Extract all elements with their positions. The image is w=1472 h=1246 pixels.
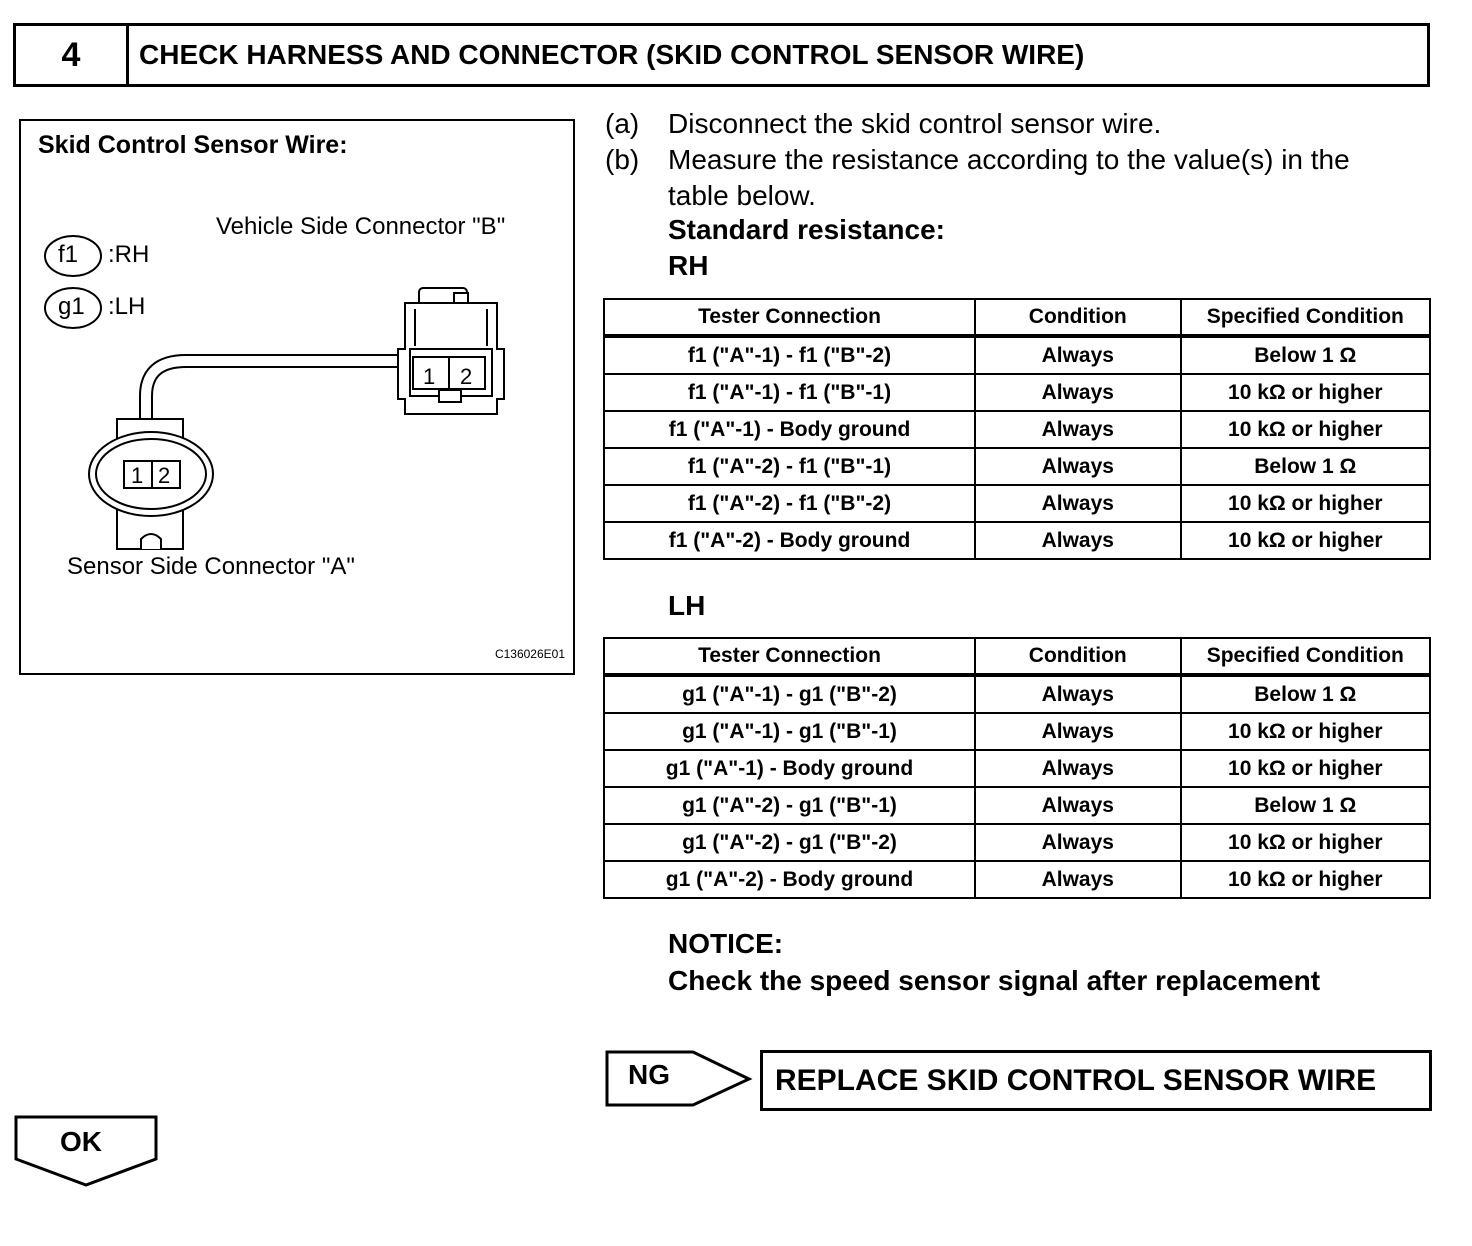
connector-b-pin-2: 2 <box>460 364 473 389</box>
step-b-text-line2: table below. <box>668 180 816 211</box>
step-b-marker: (b) <box>605 144 640 175</box>
condition-cell: Always <box>975 522 1181 559</box>
table-row <box>604 374 1430 411</box>
specified-condition-cell: 10 kΩ or higher <box>1181 713 1430 750</box>
header-tester-connection: Tester Connection <box>604 638 975 675</box>
lh-resistance-table <box>603 637 1431 899</box>
table-header-row <box>604 299 1430 336</box>
step-a-marker: (a) <box>605 108 640 139</box>
sensor-connector-a <box>89 419 213 549</box>
connector-drawing <box>21 121 577 677</box>
connector-a-pin-2: 2 <box>158 463 171 488</box>
specified-condition-cell: Below 1 Ω <box>1181 787 1430 824</box>
table-row <box>604 448 1430 485</box>
step-title: CHECK HARNESS AND CONNECTOR (SKID CONTROL SENSOR WIRE) <box>139 39 1085 70</box>
legend-g1-code: g1 <box>58 293 85 320</box>
legend-f1-side: :RH <box>108 241 150 268</box>
step-header <box>13 23 1430 87</box>
rh-title: RH <box>668 250 709 281</box>
rh-resistance-table <box>603 298 1431 560</box>
tester-connection-cell: g1 ("A"-1) - Body ground <box>604 750 975 787</box>
table-row <box>604 787 1430 824</box>
lh-title: LH <box>668 590 706 621</box>
notice-text: Check the speed sensor signal after replacement <box>668 965 1321 996</box>
header-condition: Condition <box>975 638 1181 675</box>
step-b-text-line1: Measure the resistance according to the value(s) in the <box>668 144 1350 175</box>
header-specified-condition: Specified Condition <box>1181 638 1430 675</box>
tester-connection-cell: g1 ("A"-1) - g1 ("B"-2) <box>604 675 975 713</box>
legend-f1-code: f1 <box>58 241 79 268</box>
sensor-cable <box>146 361 399 421</box>
table-row <box>604 713 1430 750</box>
connector-b-pin-1: 1 <box>423 364 436 389</box>
condition-cell: Always <box>975 713 1181 750</box>
condition-cell: Always <box>975 411 1181 448</box>
header-tester-connection: Tester Connection <box>604 299 975 336</box>
ng-action-box[interactable]: REPLACE SKID CONTROL SENSOR WIRE <box>760 1050 1432 1111</box>
condition-cell: Always <box>975 824 1181 861</box>
ok-label: OK <box>60 1126 102 1157</box>
header-specified-condition: Specified Condition <box>1181 299 1430 336</box>
specified-condition-cell: 10 kΩ or higher <box>1181 750 1430 787</box>
table-row <box>604 675 1430 713</box>
tester-connection-cell: g1 ("A"-2) - g1 ("B"-1) <box>604 787 975 824</box>
specified-condition-cell: 10 kΩ or higher <box>1181 411 1430 448</box>
table-row <box>604 485 1430 522</box>
condition-cell: Always <box>975 336 1181 374</box>
condition-cell: Always <box>975 861 1181 898</box>
sensor-connector-label: Sensor Side Connector "A" <box>67 553 355 580</box>
specified-condition-cell: Below 1 Ω <box>1181 448 1430 485</box>
specified-condition-cell: Below 1 Ω <box>1181 336 1430 374</box>
step-number: 4 <box>16 26 129 84</box>
standard-resistance-label: Standard resistance: <box>668 214 945 245</box>
table-header-row <box>604 638 1430 675</box>
image-code: C136026E01 <box>494 647 565 661</box>
tester-connection-cell: f1 ("A"-1) - Body ground <box>604 411 975 448</box>
ng-label: NG <box>628 1059 670 1090</box>
specified-condition-cell: 10 kΩ or higher <box>1181 374 1430 411</box>
condition-cell: Always <box>975 787 1181 824</box>
header-condition: Condition <box>975 299 1181 336</box>
condition-cell: Always <box>975 750 1181 787</box>
table-row <box>604 411 1430 448</box>
table-row <box>604 824 1430 861</box>
tester-connection-cell: g1 ("A"-2) - Body ground <box>604 861 975 898</box>
vehicle-connector-label: Vehicle Side Connector "B" <box>216 213 506 240</box>
condition-cell: Always <box>975 448 1181 485</box>
tester-connection-cell: g1 ("A"-2) - g1 ("B"-2) <box>604 824 975 861</box>
condition-cell: Always <box>975 374 1181 411</box>
connector-a-pin-1: 1 <box>131 463 144 488</box>
tester-connection-cell: f1 ("A"-1) - f1 ("B"-1) <box>604 374 975 411</box>
specified-condition-cell: 10 kΩ or higher <box>1181 522 1430 559</box>
table-row <box>604 861 1430 898</box>
specified-condition-cell: 10 kΩ or higher <box>1181 861 1430 898</box>
step-a-text: Disconnect the skid control sensor wire. <box>668 108 1162 139</box>
table-row <box>604 522 1430 559</box>
tester-connection-cell: f1 ("A"-1) - f1 ("B"-2) <box>604 336 975 374</box>
tester-connection-cell: f1 ("A"-2) - f1 ("B"-1) <box>604 448 975 485</box>
table-row <box>604 750 1430 787</box>
specified-condition-cell: 10 kΩ or higher <box>1181 824 1430 861</box>
connector-diagram <box>19 119 575 675</box>
tester-connection-cell: g1 ("A"-1) - g1 ("B"-1) <box>604 713 975 750</box>
tester-connection-cell: f1 ("A"-2) - f1 ("B"-2) <box>604 485 975 522</box>
legend-g1-side: :LH <box>108 293 146 320</box>
condition-cell: Always <box>975 485 1181 522</box>
condition-cell: Always <box>975 675 1181 713</box>
specified-condition-cell: Below 1 Ω <box>1181 675 1430 713</box>
vehicle-connector-b <box>398 288 504 414</box>
specified-condition-cell: 10 kΩ or higher <box>1181 485 1430 522</box>
figure-title: Skid Control Sensor Wire: <box>38 131 348 159</box>
notice-label: NOTICE: <box>668 928 784 959</box>
tester-connection-cell: f1 ("A"-2) - Body ground <box>604 522 975 559</box>
table-row <box>604 336 1430 374</box>
